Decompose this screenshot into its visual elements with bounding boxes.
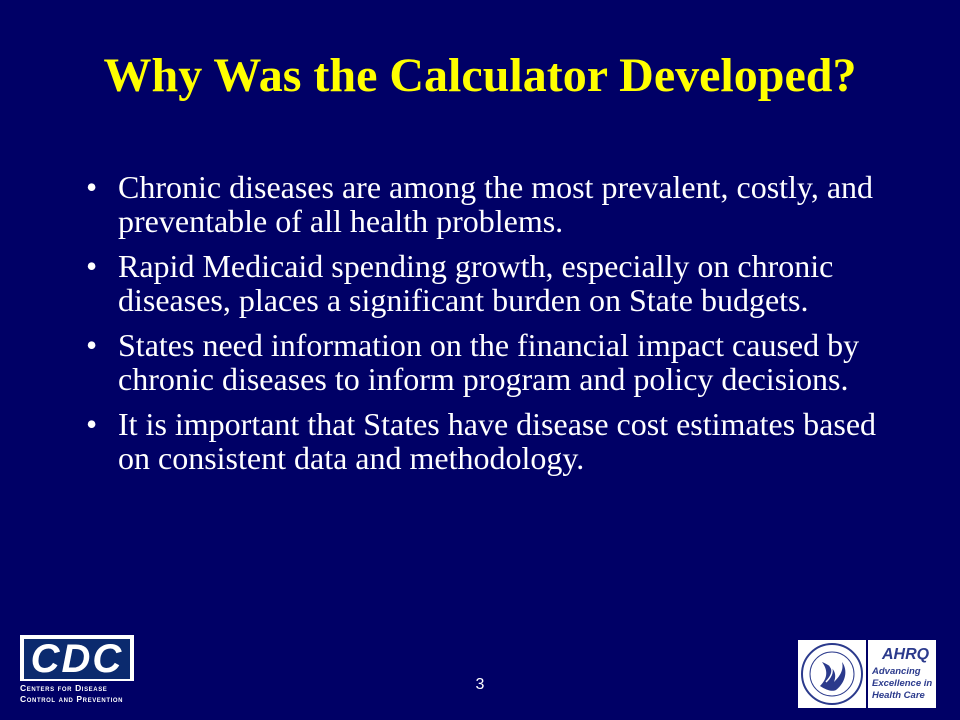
slide-title: Why Was the Calculator Developed? bbox=[103, 49, 857, 102]
cdc-logo-subtitle bbox=[20, 683, 138, 705]
ahrq-name: AHRQ bbox=[882, 646, 930, 663]
ahrq-tagline bbox=[872, 666, 934, 702]
hhs-seal-icon bbox=[798, 640, 866, 708]
bullet-text: It is important that States have disease cost estimates based on consistent data and methodology. bbox=[118, 406, 877, 476]
cdc-logo-letters: CDC bbox=[24, 639, 130, 679]
hhs-ahrq-logo bbox=[798, 640, 936, 708]
bullet-text: Chronic diseases are among the most prevalent, costly, and preventable of all health problems. bbox=[118, 169, 874, 239]
bullet-item bbox=[78, 170, 898, 238]
ahrq-tagline-1: Advancing bbox=[872, 666, 921, 677]
bullet-marker: • bbox=[86, 169, 98, 205]
bullet-text: States need information on the financial impact caused by chronic diseases to inform program and policy decisions. bbox=[118, 327, 860, 397]
bullet-marker: • bbox=[86, 406, 98, 442]
cdc-logo bbox=[20, 635, 138, 707]
ahrq-tagline-2: Excellence in bbox=[872, 678, 933, 689]
ahrq-badge bbox=[868, 640, 936, 708]
bullet-marker: • bbox=[86, 248, 98, 284]
bullet-marker: • bbox=[86, 327, 98, 363]
ahrq-tagline-3: Health Care bbox=[872, 690, 925, 701]
bullet-item bbox=[78, 328, 898, 396]
cdc-logo-box bbox=[20, 635, 134, 681]
page-number: 3 bbox=[475, 676, 485, 693]
bullet-text: Rapid Medicaid spending growth, especially on chronic diseases, places a significant burden on State budgets. bbox=[118, 248, 834, 318]
cdc-logo-bar bbox=[130, 635, 134, 681]
bullet-list bbox=[78, 170, 898, 486]
bullet-item bbox=[78, 407, 898, 475]
cdc-logo-line-2: Control and Prevention bbox=[20, 694, 124, 704]
bullet-item bbox=[78, 249, 898, 317]
cdc-logo-line-1: Centers for Disease bbox=[20, 683, 108, 693]
